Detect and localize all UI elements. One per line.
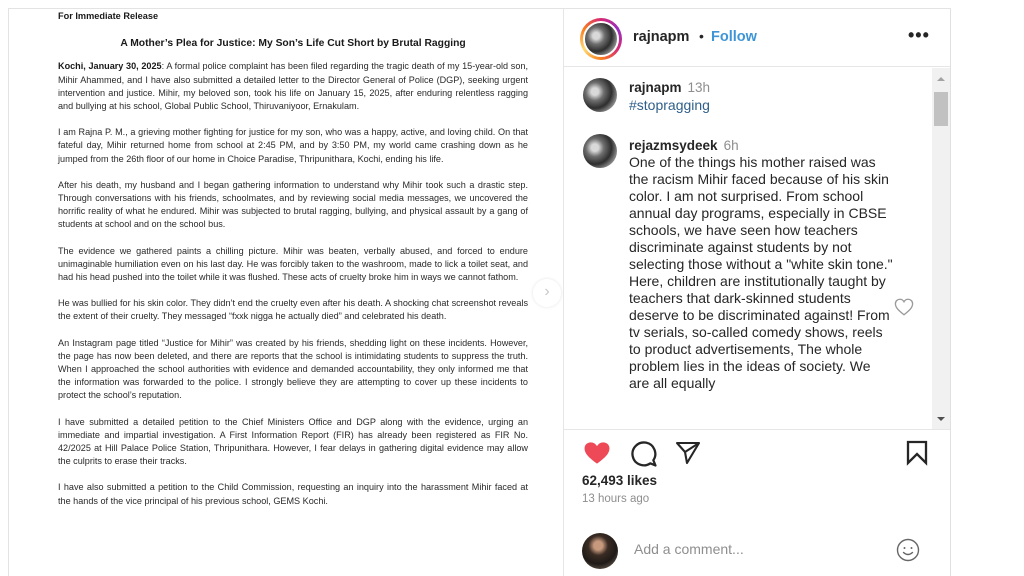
separator-dot: • bbox=[699, 28, 704, 44]
scroll-down-arrow-icon[interactable] bbox=[937, 417, 945, 421]
likes-count[interactable]: 62,493 likes bbox=[582, 473, 658, 488]
instagram-post-panel bbox=[563, 9, 951, 576]
current-user-avatar bbox=[582, 533, 618, 569]
paragraph: I have submitted a detailed petition to the Chief Ministers Office and DGP along with the evidence, urging an immediate and impartial investigation. A First Information Report (FIR) has already been registered as FIR No. 42/2025 at Hill Palace Police Station, Thripunithara. However, I fear delays in gathering digital evidence may allow the culprits to erase their tracks. bbox=[58, 416, 528, 467]
avatar bbox=[583, 21, 619, 57]
paragraph: The evidence we gathered paints a chilling picture. Mihir was beaten, verbally abused, and forced to endure unimaginable humiliation even on his last day. He was forcibly taken to the washroom, made to lick a toilet seat, and had his head pushed into the toilet while it was flushed. These acts of cruelty broke him in ways we cannot fathom. bbox=[58, 245, 528, 283]
more-options-icon[interactable]: ••• bbox=[908, 25, 930, 45]
comments-list bbox=[564, 68, 950, 430]
story-ring[interactable] bbox=[580, 18, 622, 60]
paragraph: After his death, my husband and I began gathering information to understand why Mihir took such a drastic step. Through conversations with his friends, schoolmates, and by reviewing social media messages, we uncovered the horrific reality of what he endured. Mihir was subjected to brutal ragging, bullying, and physical assault by a gang of students at school and on the school bus. bbox=[58, 179, 528, 230]
dateline: Kochi, January 30, 2025 bbox=[58, 61, 162, 72]
comment-like-heart-icon[interactable] bbox=[894, 298, 914, 316]
comments-scrollbar[interactable] bbox=[932, 68, 950, 430]
comment-username[interactable]: rajnapm bbox=[629, 80, 682, 95]
smiley-icon[interactable] bbox=[896, 538, 920, 562]
post-actions bbox=[564, 431, 950, 561]
add-comment-input[interactable] bbox=[634, 541, 884, 557]
document-title: A Mother’s Plea for Justice: My Son’s Life Cut Short by Brutal Ragging bbox=[120, 38, 466, 50]
scrollbar-thumb[interactable] bbox=[934, 92, 948, 126]
document-body bbox=[58, 9, 528, 521]
paragraph: I am Rajna P. M., a grieving mother fighting for justice for my son, who was a happy, active, and loving child. On that fateful day, Mihir returned home from school at 2:45 PM, and by 3:50 PM, my world came crashing down as he jumped from the 26th floor of our home in Choice Paradise, Thripunithara, Kochi, ending his life. bbox=[58, 127, 528, 164]
add-comment-row bbox=[564, 531, 950, 573]
comment-text: One of the things his mother raised was the racism Mihir faced because of his skin color. I am not surprised. From school annual day programs, especially in CBSE schools, we have seen how teachers discriminate against students by not selecting those without a "white skin tone." Here, children are institutionally taught by teachers that dark-skinned students deserve to be discriminated against! From tv serials, so-called comedy shows, reels to product advertisements, The whole problem lies in the ideas of society. We are all equally bbox=[629, 154, 893, 391]
release-label: For Immediate Release bbox=[58, 11, 159, 21]
scroll-up-arrow-icon[interactable] bbox=[937, 77, 945, 81]
hashtag-link[interactable]: #stopragging bbox=[629, 97, 710, 113]
paragraph: An Instagram page titled “Justice for Mihir” was created by his friends, shedding light on these incidents. However, the page has now been deleted, and there are reports that the school is intimidating students to suppress the truth. When I approached the school authorities with evidence and demanded accountability, they only informed me that the information was forwarded to the police. I strongly believe they are attempting to cover up these incidents to protect the school’s reputation. bbox=[58, 337, 528, 401]
send-icon[interactable] bbox=[675, 441, 701, 465]
chevron-right-icon: › bbox=[544, 283, 550, 300]
avatar[interactable] bbox=[583, 78, 617, 112]
paragraph: He was bullied for his skin color. They didn’t end the cruelty even after his death. A shocking chat screenshot reveals the extent of their cruelty. They messaged “fxxk nigga he actually died” and celebrated his death. bbox=[58, 298, 528, 322]
comment-time: 13h bbox=[687, 80, 711, 95]
heart-filled-icon[interactable] bbox=[582, 441, 612, 465]
paragraph: I have also submitted a petition to the Child Commission, requesting an inquiry into the harassment Mihir faced at the hands of the vice principal of his previous school, GEMS Kochi. bbox=[58, 482, 528, 506]
post-header bbox=[564, 9, 950, 67]
bookmark-icon[interactable] bbox=[906, 440, 928, 466]
header-username[interactable]: rajnapm bbox=[633, 29, 690, 45]
comment-time: 6h bbox=[723, 138, 739, 153]
press-release-document bbox=[9, 9, 563, 576]
follow-button[interactable]: Follow bbox=[711, 29, 757, 45]
next-slide-button[interactable] bbox=[533, 279, 561, 307]
avatar[interactable] bbox=[583, 134, 617, 168]
paragraph: Kochi, January 30, 2025: A formal police complaint has been filed regarding the tragic death of my 15-year-old son, Mihir Ahammed, and I have also submitted a detailed letter to the Director General of Police (DGP), seeking urgent intervention and justice. Mihir, my beloved son, took his life on January 15, 2025, after enduring relentless ragging and bullying at his school, Global Public School, Thiruvaniyoor, Ernakulam. bbox=[58, 61, 528, 112]
post-timestamp: 13 hours ago bbox=[582, 493, 650, 505]
comment-username[interactable]: rejazmsydeek bbox=[629, 138, 718, 153]
comment-icon[interactable] bbox=[630, 440, 657, 467]
